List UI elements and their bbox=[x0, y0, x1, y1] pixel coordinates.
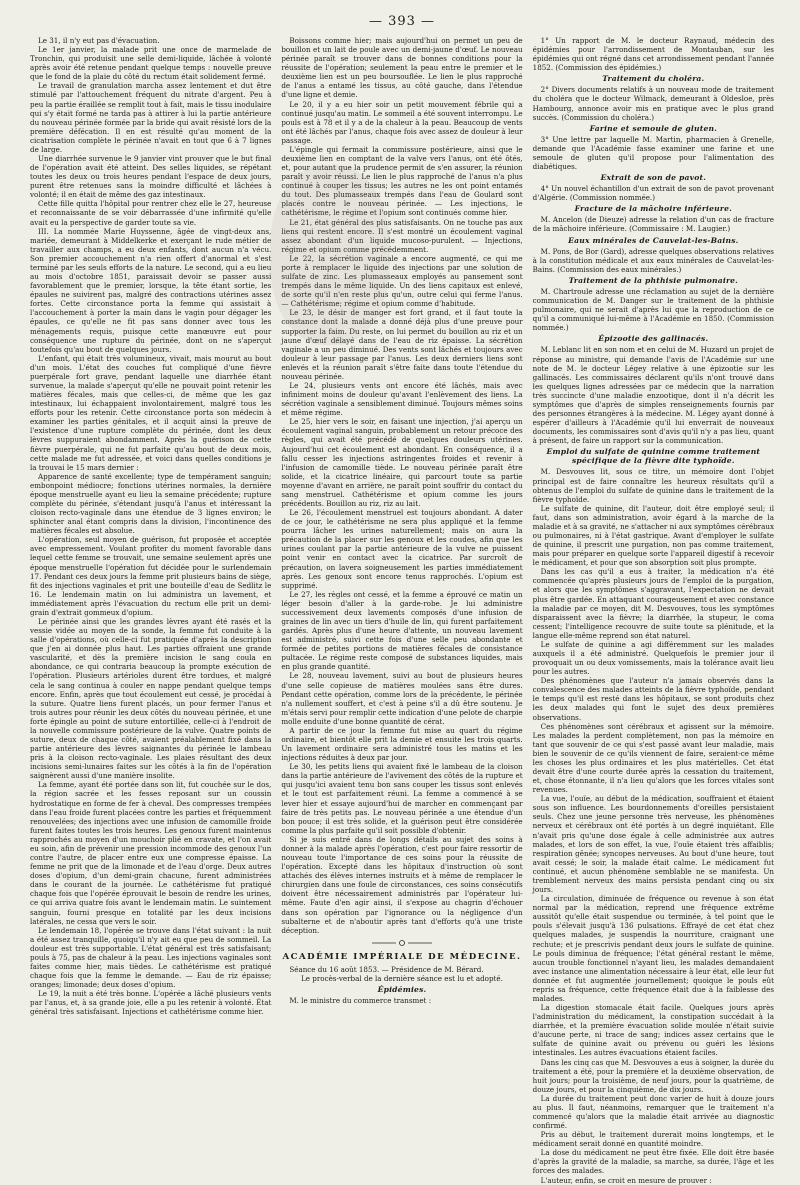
column-middle-body bbox=[281, 36, 522, 935]
section-heading: Traitement du choléra. bbox=[602, 74, 705, 84]
section-heading: Farine et semoule de gluten. bbox=[589, 123, 718, 133]
paragraph: Ces phénomènes sont cérébraux et agissent sur la mémoire. Les malades la perdent complètement, non pas la mémoire en tant que souvenir de ce qui s'est passé avant leur maladie, mais bien le souvenir de ce qu'ils viennent de faire, seraient-ce même les choses les plus ordinaires et les plus matérielles. Cet état devait être d'une courte durée après la cessation du traitement, et, chose étonnante, il n'a lieu qu'alors que les forces vitales sont revenues. bbox=[532, 721, 774, 795]
paragraph: Le 28, nouveau lavement, suivi au bout de plusieurs heures d'une selle copieuse de matières moulées sans être dures. Pendant cette opération, comme lors de la précédente, le périnée n'a nullement souffert, et c'est à peine s'il a dû être soutenu. Je m'étais servi pour remplir cette indication d'une pelote de charpie molle enduite d'une bonne quantité de cérat. bbox=[281, 671, 523, 726]
paragraph: Le travail de granulation marcha assez lentement et dut être stimulé par l'attouchement fréquent du nitrate d'argent. Peu à peu la partie éraillée se remplit tout à fait, mais le tissu inodulaire qui s'y était formé ne tarda pas à attirer à lui la partie antérieure du nouveau périnée formée par la bride qui avait résisté lors de la première défécation. Il en est résulté qu'au moment de la cicatrisation complète le périnée n'avait en tout que 6 à 7 lignes de large. bbox=[30, 81, 272, 154]
paragraph: Le 26, l'écoulement menstruel est toujours abondant. A dater de ce jour, le cathétérisme ne sera plus appliqué et la femme pourra lâcher les urines naturellement; mais on aura la précaution de la placer sur les genoux et les coudes, afin que les urines coulant par la partie antérieure de la vulve ne puissent point venir en contact avec la cicatrice. Par surcroît de précaution, on lavera soigneusement les parties immédiatement après. Les genoux sont encore tenus rapprochés. L'opium est supprimé. bbox=[281, 508, 523, 590]
paragraph: Pris au début, le traitement durerait moins longtemps, et le médicament serait donné en quantité moindre. bbox=[532, 1130, 774, 1149]
paragraph: Le 1er janvier, la malade prit une once de marmelade de Tronchin, qui produisit une selle demi-liquide, lâchée à volonté après avoir été retenue pendant quelque temps : nouvelle preuve que le fond de la plaie du côté du rectum était solidement fermé. bbox=[30, 45, 272, 82]
paragraph: Le 24, plusieurs vents ont encore été lâchés, mais avec infiniment moins de douleur qu'avant l'enlèvement des liens. La sécrétion vaginale a sensiblement diminué. Toujours mêmes soins et même régime. bbox=[281, 380, 523, 418]
paragraph: Le 30, les petits liens qui avaient fixé le lambeau de la cloison dans la partie antérieure de l'avivement des côtés de la rupture et qui jusqu'ici avaient tenu bon sans couper les tissus sont enlevés et le tout est parfaitement réuni. La femme a commencé à se lever hier et essaye aujourd'hui de marcher en commençant par faire de très petits pas. Le nouveau périnée a une étendue d'un bon pouce; il est très solide, et la guérison peut être considérée comme la plus parfaite qu'il soit possible d'obtenir. bbox=[281, 762, 523, 835]
paragraph: Des phénomènes que l'auteur n'a jamais observés dans la convalescence des malades atteints de la fièvre typhoïde, pendant le temps qu'il est resté dans les hôpitaux, se sont produits chez les deux malades qui font le sujet des deux premières observations. bbox=[532, 676, 774, 722]
paragraph: L'auteur, enfin, se croit en mesure de prouver : bbox=[540, 1175, 712, 1185]
paragraph: L'enfant, qui était très volumineux, vivait, mais mourut au bout d'un mois. L'état des couches fut compliqué d'une fièvre puerpérale fort grave, pendant laquelle une diarrhée étant survenue, la malade s'aperçut qu'elle ne pouvait point retenir les matières fécales, mais que celles-ci, de même que les gaz intestinaux, lui échappaient involontairement, malgré tous les efforts pour les retenir. Cette circonstance porta son médecin à examiner les parties génitales, et il acquit ainsi la preuve de l'existence d'une rupture complète du périnée, dont les deux lèvres suppuraient abondamment. Après la guérison de cette fièvre puerpérale, qui ne fut parfaite qu'au bout de deux mois, cette malade me fut adressée, et voici dans quelles conditions je la trouvai le 15 mars dernier : bbox=[30, 353, 272, 472]
paragraph: 2° Divers documents relatifs à un nouveau mode de traitement du choléra que le docteur Wilmack, demeurant à Oldesloe, près Hambourg, annonce avoir mis en pratique avec le plus grand succès. (Commission du choléra.) bbox=[532, 85, 774, 122]
paragraph: Cette fille quitta l'hôpital pour rentrer chez elle le 27, heureuse et reconnaissante de se voir débarrassée d'une infirmité qu'elle avait eu la perspective de garder toute sa vie. bbox=[30, 199, 272, 227]
section-heading: Traitement de la phthisie pulmonaire. bbox=[568, 275, 739, 285]
minutes-line: Le procès-verbal de la dernière séance est lu et adopté. bbox=[301, 973, 503, 983]
paragraph: La circulation, diminuée de fréquence ou revenue à son état normal par la médication, reprend une fréquence extrême aussitôt qu'elle était suspendue ou terminée, à tel point que le pouls s'élevait jusqu'à 136 pulsations. Effrayé de cet état chez quelques malades, je suspendis la nourriture, craignant une rechute; et je prescrivis pendant deux jours le sulfate de quinine. Le pouls diminua de fréquence; l'état général restant le même, aucun trouble fonctionnel n'ayant lieu, les malades demandaient avec instance une alimentation nécessaire à leur état, elle leur fut donnée et fut augmentée journellement; quoique le pouls eût repris sa fréquence, cette fréquence était due à la faiblesse des malades. bbox=[532, 894, 774, 1003]
academy-title: ACADÉMIE IMPÉRIALE DE MÉDECINE. bbox=[282, 951, 522, 962]
paragraph: Le sulfate de quinine, dit l'auteur, doit être employé seul; il faut, dans son administration, avoir égard à la marche de la maladie et à sa gravité, ne s'attacher ni aux symptômes cérébraux ou pulmonaires, ni à l'état gastrique. Avant d'employer le sulfate de quinine, il prescrit une purgation, non pas comme traitement, mais pour préparer en quelque sorte l'appareil digestif à recevoir le médicament, et pour que son absorption soit plus prompte. bbox=[532, 503, 774, 568]
paragraph: Le 23, le désir de manger est fort grand, et il faut toute la constance dont la malade a donné déjà plus d'une preuve pour supporter la faim. Du reste, on lui permet du bouillon au riz et un jaune d'œuf délayé dans de l'eau de riz épaisse. La sécrétion vaginale a un peu diminué. Des vents sont lâchés et toujours avec douleur à leur passage par l'anus. Les deux derniers liens sont enlevés et la réunion paraît s'être faite dans toute l'étendue du nouveau périnée. bbox=[281, 308, 523, 381]
paragraph: La durée du traitement peut donc varier de huit à douze jours au plus. Il faut, néanmoins, remarquer que le traitement n'a commencé qu'alors que la maladie était arrivée au diagnostic confirmé. bbox=[532, 1093, 774, 1131]
paragraph: M. Ancelon (de Dieuze) adresse la relation d'un cas de fracture de la mâchoire inférieure. (Commissaire : M. Laugier.) bbox=[532, 215, 774, 234]
session-line: Séance du 16 août 1853. — Présidence de M. Bérard. bbox=[289, 964, 484, 974]
section-heading: Épizootie des gallinacés. bbox=[598, 334, 709, 344]
paragraph: Dans les cinq cas que M. Desvouves a eus à soigner, la durée du traitement a été, pour la première et la deuxième observation, de huit jours; pour la troisième, de neuf jours, pour la quatrième, de douze jours, et pour la cinquième, de dix jours. bbox=[532, 1057, 774, 1094]
ornament-rule-icon bbox=[372, 939, 432, 947]
page-number: — 393 — bbox=[368, 14, 436, 29]
paragraph: La dose du médicament ne peut être fixée. Elle doit être basée d'après la gravité de la maladie, sa marche, sa durée, l'âge et les forces des malades. bbox=[532, 1148, 774, 1176]
paragraph: Le 22, la sécrétion vaginale a encore augmenté, ce qui me porte à remplacer le liquide des injections par une solution de sulfate de zinc. Les plumasseaux employés au pansement sont trempés dans le même liquide. Un des liens capitaux est enlevé, de sorte qu'il n'en reste plus qu'un, outre celui qui ferme l'anus. — Cathétérisme; régime et opium comme d'habitude. bbox=[281, 253, 523, 309]
paragraph: La femme, ayant été portée dans son lit, fut couchée sur le dos, la région sacrée et les fesses reposant sur un coussin hydrostatique en forme de fer à cheval. Des compresses trempées dans l'eau froide furent placées contre les parties et fréquemment renouvelées; des injections avec une infusion de camomille froide furent faites toutes les trois heures. Les genoux furent maintenus rapprochés au moyen d'un mouchoir plié en cravate, et l'on avait eu soin, afin de prévenir une pression incommode des genoux l'un contre l'autre, de placer entre eux une compresse épaisse. La femme ne prit que de la limonade et de l'eau d'orge. Deux autres doses d'opium, d'un demi-grain chacune, furent administrées dans le courant de la journée. Le cathétérisme fut pratiqué chaque fois que l'opérée éprouvait le besoin de rendre les urines, ce qui arriva quatre fois avant le lendemain matin. Le suintement sanguin, fourni presque en totalité par les deux incisions latérales, ne cessa que vers le soir. bbox=[30, 780, 272, 926]
paragraph: 1° Un rapport de M. le docteur Raynaud, médecin des épidémies pour l'arrondissement de Montauban, sur les épidémies qui ont régné dans cet arrondissement pendant l'année 1852. (Commission des épidémies.) bbox=[532, 36, 774, 73]
paragraph: Le 27, les règles ont cessé, et la femme a éprouvé ce matin un léger besoin d'aller à la garde-robe. Je lui administre successivement deux lavements composés d'une infusion de graines de lin avec un tiers d'huile de lin, qui furent parfaitement gardés. Après plus d'une heure d'attente, un nouveau lavement est administré, suivi cette fois d'une selle peu abondante et formée de petites portions de matières fécales de consistance pultacée. Le régime reste composé de substances liquides, mais en plus grande quantité. bbox=[281, 589, 523, 672]
minister-line: M. le ministre du commerce transmet : bbox=[289, 996, 432, 1006]
paragraph: La vue, l'ouïe, au début de la médication, souffraient et étaient sous son influence. Les bourdonnements d'oreilles persistaient seuls. Chez une jeune personne très nerveuse, les phénomènes nerveux et cérébraux ont été portés à un degré inquiétant. Elle n'avait pris qu'une dose égale à celle administrée aux autres malades, et lors de son effet, la vue, l'ouïe étaient très affaiblis; respiration gênée; syncopes nerveuses. Au bout d'une heure, tout avait cessé; le soir, la malade était calme. Le médicament fut continué, et aucun phénomène semblable ne se manifesta. Un tremblement nerveux des mains persista pendant cinq ou six jours. bbox=[532, 794, 774, 895]
paragraph: 4° Un nouvel échantillon d'un extrait de son de pavot provenant d'Algérie. (Commission nommée.) bbox=[532, 184, 774, 203]
paragraph: Le 19, la nuit a été très bonne. L'opérée a lâché plusieurs vents par l'anus, et, à sa grande joie, elle a pu les retenir à volonté. État général très satisfaisant. Injections et cathétérisme comme hier. bbox=[30, 989, 272, 1017]
paragraph: III. La nommée Marie Huyssenne, âgée de vingt-deux ans, mariée, demeurant à Middelkerke et exerçant le rude métier de travailler aux champs, a eu deux enfants, dont aucun n'a vécu. Son premier accouchement n'a rien offert d'anormal et s'est terminé par les seuls efforts de la nature. Le second, qui a eu lieu au mois d'octobre 1851, paraissait devoir se passer aussi favorablement que le premier, lorsque, la tête étant sortie, les épaules ne suivirent pas, malgré des contractions utérines assez fortes. Cette circonstance porta la femme qui assistait à l'accouchement à porter la main dans le vagin pour dégager les épaules, ce qu'elle ne fit pas sans donner avec tous les ménagements requis, puisque cette manœuvre eut pour conséquence une rupture du périnée, dont on ne s'aperçut toutefois qu'au bout de quelques jours. bbox=[30, 226, 272, 354]
column-left bbox=[30, 36, 271, 1166]
paragraph: Le périnée ainsi que les grandes lèvres ayant été rasés et la vessie vidée au moyen de la sonde, la femme fut conduite à la salle d'opérations, où celle-ci fut pratiquée d'après la description que j'en ai donnée plus haut. Les parties offraient une grande vascularité, et dès la première incision le sang coula en abondance, ce qui contraria beaucoup la prompte exécution de l'opération. Plusieurs artérioles durent être tordues, et malgré cela le sang continua à couler en nappe pendant quelque temps encore. Enfin, après que tout écoulement eut cessé, je procédai à la suture. Quatre liens furent placés, un pour fermer l'anus et trois autres pour réunir les deux côtés du nouveau périnée, et une forte épingle au point de suture entortillée, celle-ci à l'endroit de la nouvelle commissure postérieure de la vulve. Quatre points de suture, deux de chaque côté, avaient préalablement fixé dans la partie antérieure des lèvres saignantes du périnée le lambeau pris à la cloison recto-vaginale. Les plaies résultant des deux incisions semi-lunaires faites sur les côtés à la fin de l'opération saignèrent aussi d'une manière insolite. bbox=[30, 617, 272, 781]
paragraph: Le 21, état général des plus satisfaisants. On ne touche pas aux liens qui restent encore. Il s'est montré un écoulement vaginal assez abondant d'un liquide mucoso-purulent. — Injections, régime et opium comme précédemment. bbox=[281, 217, 523, 254]
paragraph: 3° Une lettre par laquelle M. Martin, pharmacien à Grenelle, demande que l'Académie fasse examiner une farine et une semoule de gluten qu'il propose pour l'alimentation des diabétiques. bbox=[532, 134, 774, 172]
column-middle bbox=[281, 36, 522, 1166]
paragraph: Apparence de santé excellente; type de tempérament sanguin; embonpoint médiocre; fonctions utérines normales, la dernière époque menstruelle ayant eu lieu la semaine précédente; rupture complète du périnée, s'étendant jusqu'à l'anus et intéressant la cloison recto-vaginale dans une étendue de 3 lignes environ; le sphincter anal étant compris dans la division, l'incontinence des matières fécales est absolue. bbox=[30, 471, 272, 536]
paragraph: Boissons comme hier; mais aujourd'hui on permet un peu de bouillon et un lait de poule avec un demi-jaune d'œuf. Le nouveau périnée paraît se trouver dans de bonnes conditions pour la réussite de l'opération; seulement la peau entre le premier et le deuxième lien est un peu boursouflée. Le lien le plus rapproché de l'anus a entamé les tissus, au côté gauche, dans l'étendue d'une ligne et demie. bbox=[281, 36, 523, 100]
paragraph: L'épingle qui fermait la commissure postérieure, ainsi que le deuxième lien en comptant de la valve vers l'anus, ont été ôtés, et, pour autant que la prudence permit de s'en assurer, la réunion paraît y avoir réussi. Le lien le plus rapproché de l'anus n'a plus continué à couper les tissus; les autres ne les ont point entamés du tout. Des plumasseaux trempés dans l'eau de Goulard sont placés contre le nouveau périnée. — Les injections, le cathétérisme, le régime et l'opium sont continués comme hier. bbox=[281, 144, 523, 218]
column-right bbox=[532, 36, 774, 1185]
paragraph: M. Chartroule adresse une réclamation au sujet de la dernière communication de M. Danger sur le traitement de la phthisie pulmonaire, qui ne serait d'après lui que la reproduction de ce qu'il a communiqué lui-même à l'Académie en 1850. (Commission nommée.) bbox=[532, 286, 774, 333]
section-heading: Emploi du sulfate de quinine comme traitement spécifique de la fièvre dite typhoïde. bbox=[546, 447, 761, 466]
paragraph: A partir de ce jour la femme fut mise au quart du régime ordinaire, et bientôt elle prit la demie et ensuite les trois quarts. Un lavement ordinaire sera administré tous les matins et les injections réduites à deux par jour. bbox=[281, 725, 523, 763]
text-columns bbox=[30, 36, 774, 1185]
paragraph: Le 25, hier vers le soir, en faisant une injection, j'ai aperçu un écoulement vaginal sanguin, probablement un retour précoce des règles, qui avait été précédé de quelques douleurs utérines. Aujourd'hui cet écoulement est abondant. En conséquence, il a fallu cesser les injections astringentes froides et revenir à l'infusion de camomille tiède. Le nouveau périnée paraît être solide, et la cicatrice linéaire, qui parcourt toute sa partie moyenne d'avant en arrière, ne paraît point souffrir du contact du sang menstruel. Cathétérisme et opium comme les jours précédents. Bouillon au riz, riz au lait. bbox=[281, 417, 523, 508]
paragraph: Le sulfate de quinine a agi différemment sur les malades auxquels il a été administré. Quelquefois le premier jour il provoquait un ou deux vomissements, mais la tolérance avait lieu pour les autres. bbox=[532, 639, 774, 677]
section-heading: Fracture de la mâchoire inférieure. bbox=[574, 204, 732, 214]
paragraph: Le 31, il n'y eut pas d'évacuation. bbox=[38, 36, 160, 45]
section-heading: Eaux minérales de Cauvelat-les-Bains. bbox=[568, 235, 739, 245]
paragraph: La digestion stomacale était facile. Quelques jours après l'administration du médicament, la constipation succédait à la diarrhée, et la première évacuation solide moulée n'était suivie d'aucune perte, ni trace de sang; indices assez certains que le sulfate de quinine avait ou prévenu ou guéri les lésions intestinales. Les autres évacuations étaient faciles. bbox=[532, 1003, 774, 1058]
paragraph: M. Pons, de Bor (Gard), adresse quelques observations relatives à la constitution médicale et aux eaux minérales de Cauvelat-les-Bains. (Commission des eaux minérales.) bbox=[532, 246, 774, 274]
paragraph: L'opération, seul moyen de guérison, fut proposée et acceptée avec empressement. Voulant profiter du moment favorable dans lequel cette femme se trouvait, une semaine seulement après une époque menstruelle l'opération fut décidée pour le surlendemain 17. Pendant ces deux jours la femme prit plusieurs bains de siège, fit des injections vaginales et prit une bouteille d'eau de Sedlitz le 16. Le lendemain matin on lui administra un lavement, et immédiatement après l'évacuation du rectum elle prit un demi-grain d'extrait gommeux d'opium. bbox=[30, 535, 272, 617]
epidemics-heading: Épidémies. bbox=[377, 985, 427, 995]
paragraph: Dans les cas qu'il a eus à traiter, la médication n'a été commencée qu'après plusieurs jours de l'emploi de la purgation, et alors que les symptômes s'aggravant, l'expectation ne devait plus être gardée. En attaquant courageusement et avec constance la maladie par ce moyen, dit M. Desvouves, tous les symptômes disparaissent avec la fièvre; la diarrhée, la stupeur, le coma cessent; l'intelligence recouvre de suite toute sa plénitude, et la langue elle-même reprend son état naturel. bbox=[532, 567, 774, 640]
paragraph: M. Leblanc lit en son nom et en celui de M. Huzard un projet de réponse au ministre, qui demande l'avis de l'Académie sur une note de M. le docteur Légey relative à une épizootie sur les gallinacés. Les commissaires déclarent qu'ils n'ont trouvé dans les quelques lignes adressées par ce médecin que la narration très succincte d'une maladie enzootique, dont il n'a décrit les symptômes que d'après de simples renseignements fournis par des personnes étrangères à la médecine. M. Légey ayant donné à espérer d'ailleurs à l'Académie qu'il lui enverrait de nouveaux documents, les commissaires sont d'avis qu'il n'y a pas lieu, quant à présent, de faire un rapport sur la communication. bbox=[532, 345, 774, 446]
section-heading: Extrait de son de pavot. bbox=[600, 173, 707, 183]
paragraph: M. Desvouves lit, sous ce titre, un mémoire dont l'objet principal est de faire connaître les heureux résultats qu'il a obtenus de l'emploi du sulfate de quinine dans le traitement de la fièvre typhoïde. bbox=[532, 467, 774, 504]
paragraph: Une diarrhée survenue le 9 janvier vint prouver que le but final de l'opération avait été atteint. Des selles liquides, se répétant toutes les deux ou trois heures pendant l'espace de deux jours, purent être retenues sans la moindre difficulté et lâchées à volonté; il en était de même des gaz intestinaux. bbox=[30, 154, 272, 200]
paragraph: Le 20, il y a eu hier soir un petit mouvement fébrile qui a continué jusqu'au matin. Le sommeil a été souvent interrompu. Le pouls est à 78 et il y a de la chaleur à la peau. Beaucoup de vents ont été lâchés par l'anus, chaque fois avec assez de douleur à leur passage. bbox=[281, 99, 523, 145]
section-ornament bbox=[281, 939, 522, 950]
paragraph: Le lendemain 18, l'opérée se trouve dans l'état suivant : la nuit a été assez tranquille, quoiqu'il n'y ait eu que peu de sommeil. La douleur est très supportable. L'état général est très satisfaisant; pouls à 75, pas de chaleur à la peau. Les injections vaginales sont faites comme hier, mais tièdes. Le cathétérisme est pratiqué chaque fois que la femme le demande. — Eau de riz épaisse; oranges; limonade; deux doses d'opium. bbox=[30, 925, 272, 990]
paragraph: Si je suis entré dans de longs détails au sujet des soins à donner à la malade après l'opération, c'est pour faire ressortir de nouveau toute l'importance de ces soins pour la réussite de l'opération. Excepté dans les hôpitaux d'instruction où sont attachés des élèves internes instruits et à même de remplacer le chirurgien dans une foule de circonstances, ces soins consécutifs doivent être nécessairement administrés par l'opérateur lui-même. Faute d'en agir ainsi, il s'expose au chagrin d'échouer dans son opération par l'ignorance ou la négligence d'un subalterne et de n'aboutir après tant d'efforts qu'à une triste déception. bbox=[281, 834, 523, 935]
